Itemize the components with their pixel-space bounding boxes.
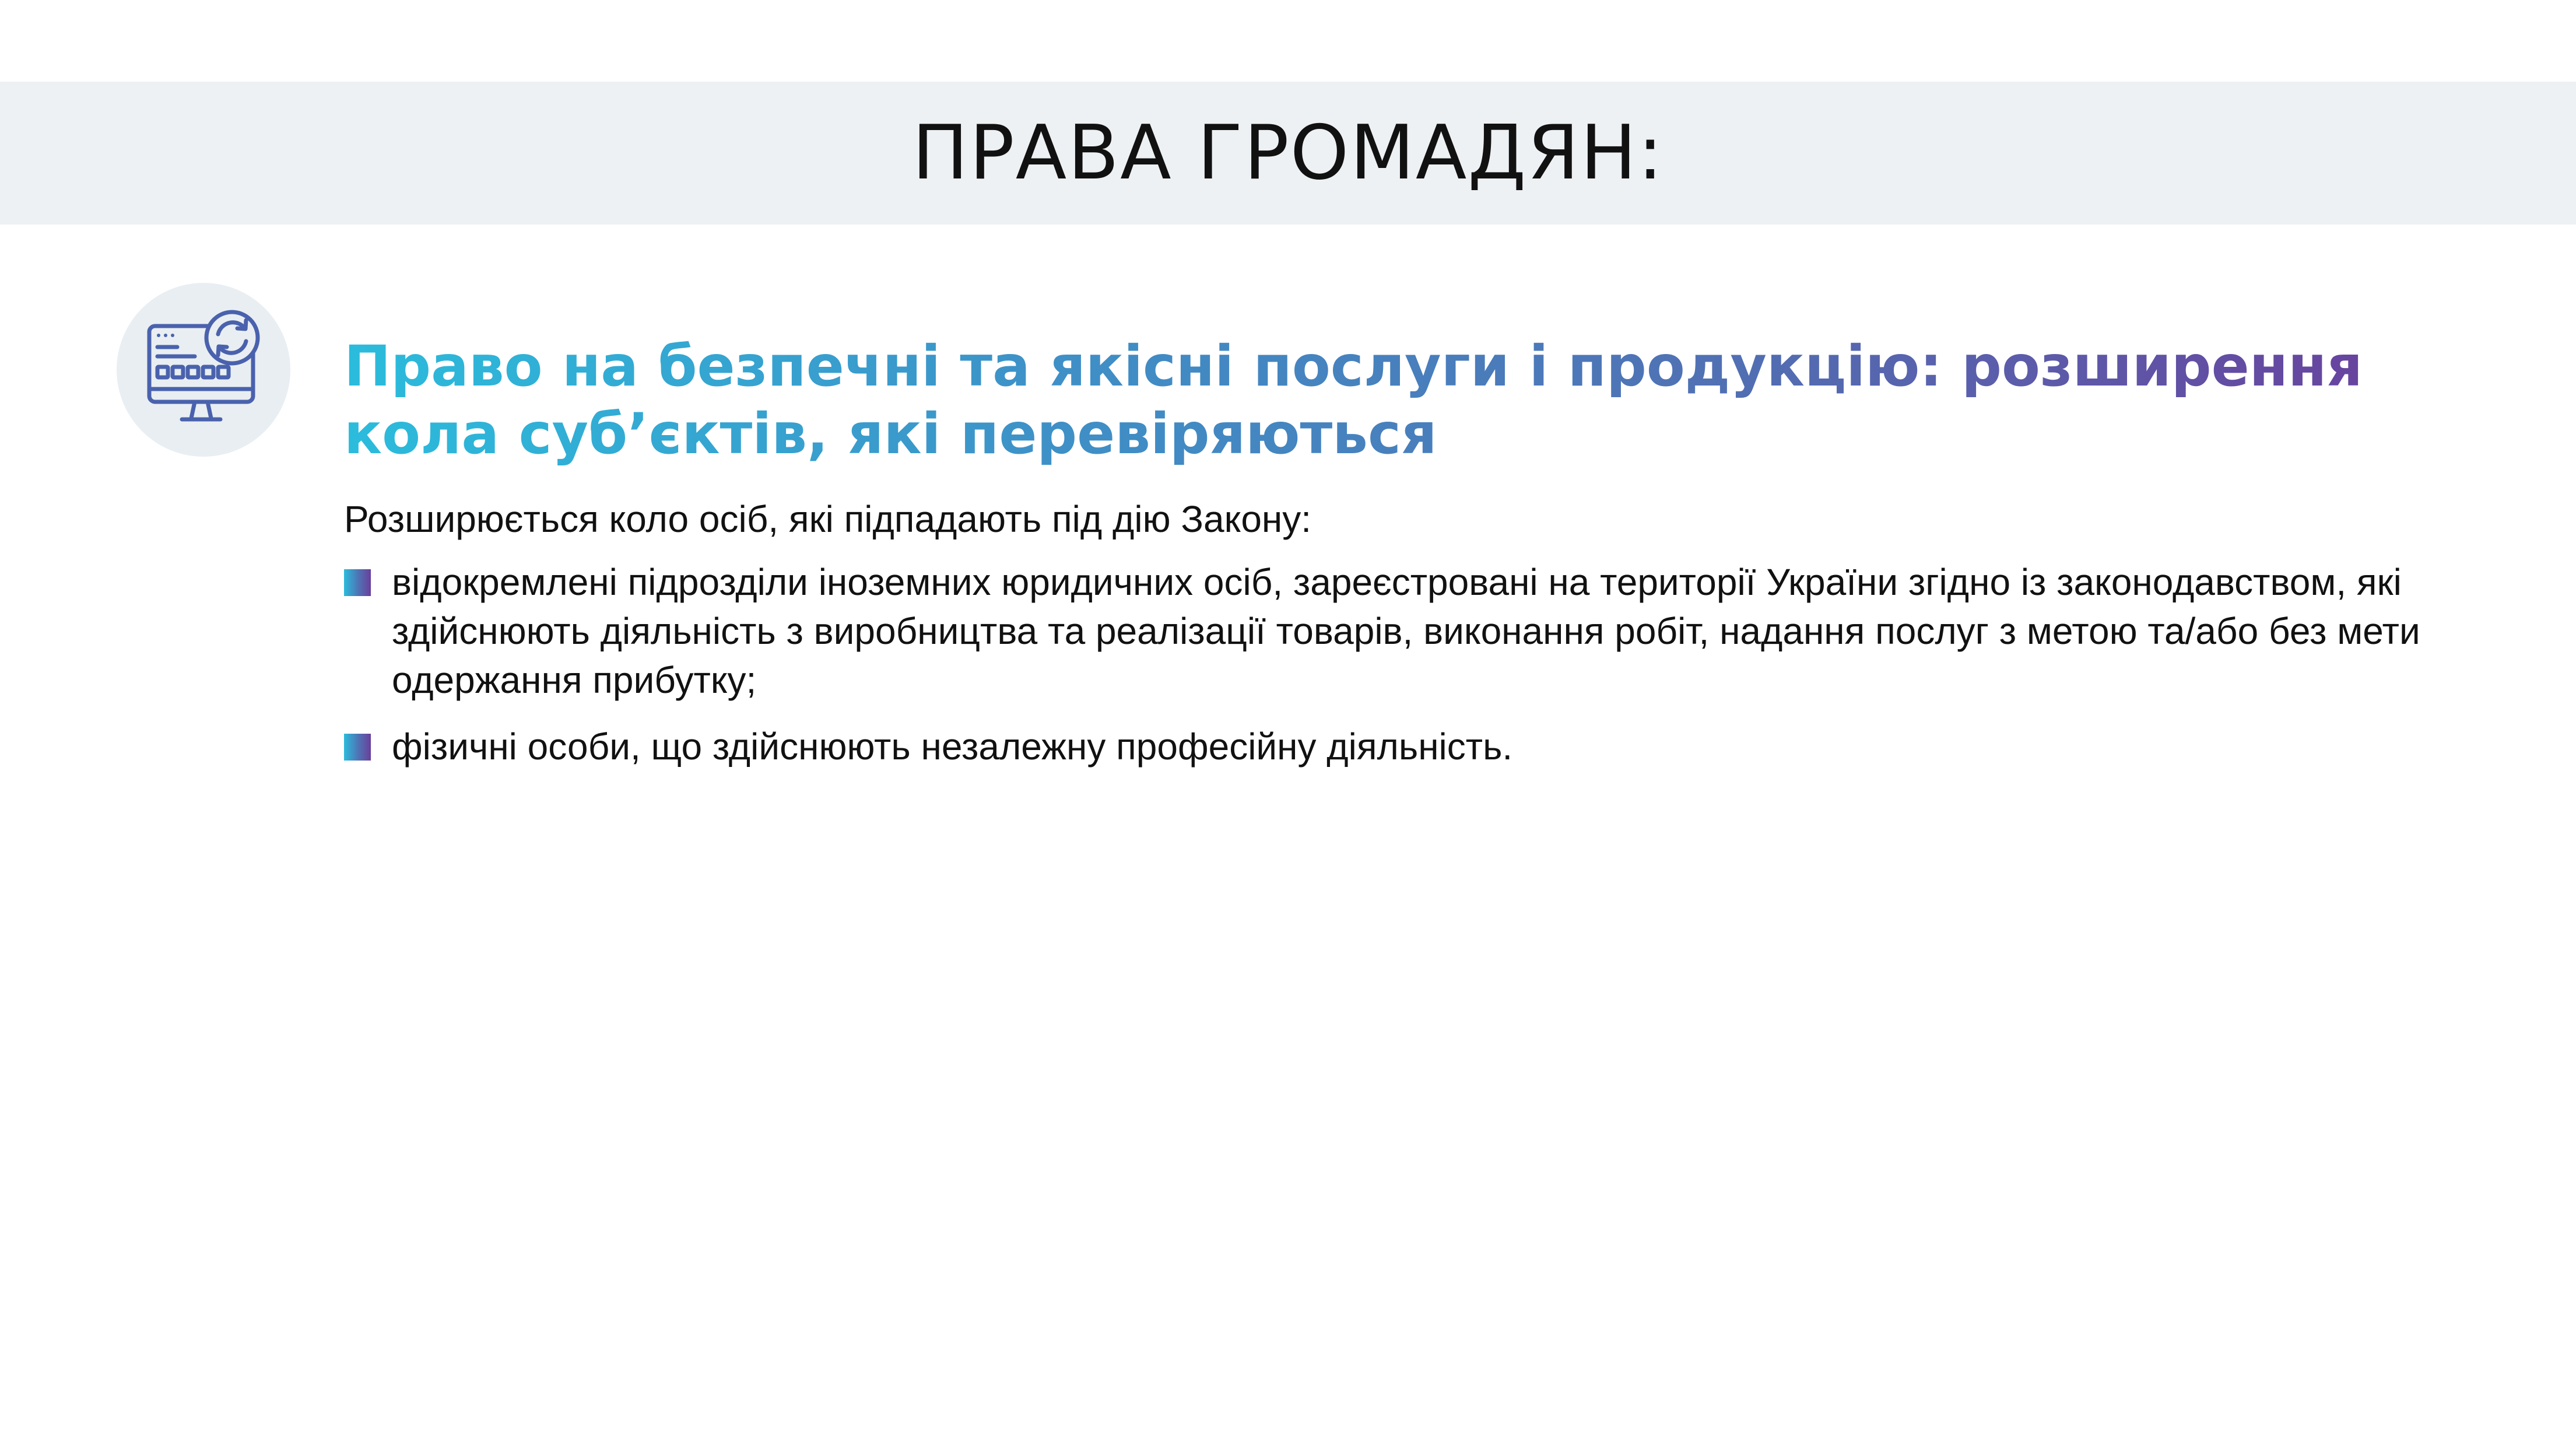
bullet-square-icon xyxy=(344,569,371,596)
section-heading: Право на безпечні та якісні послуги і продукцію: розширення кола суб’єктів, які перевіряються xyxy=(344,332,2443,468)
list-item-text: фізичні особи, що здійснюють незалежну професійну діяльність. xyxy=(392,726,1513,768)
section-icon-badge xyxy=(117,283,290,457)
bullet-list xyxy=(344,558,2461,789)
intro-text: Розширюється коло осіб, які підпадають під дію Закону: xyxy=(344,498,1312,540)
list-item xyxy=(344,558,2461,705)
monitor-refresh-icon xyxy=(136,303,271,437)
list-item-text: відокремлені підрозділи іноземних юридичних осіб, зареєстровані на території України згідно із законодавством, які здійснюють діяльність з виробництва та реалізації товарів, виконання робіт, надання послуг з метою та/або без мети одержання прибутку; xyxy=(392,561,2420,701)
list-item xyxy=(344,722,2461,771)
page-title: ПРАВА ГРОМАДЯН: xyxy=(912,110,1664,197)
title-bar xyxy=(0,82,2576,225)
bullet-square-icon xyxy=(344,734,371,761)
